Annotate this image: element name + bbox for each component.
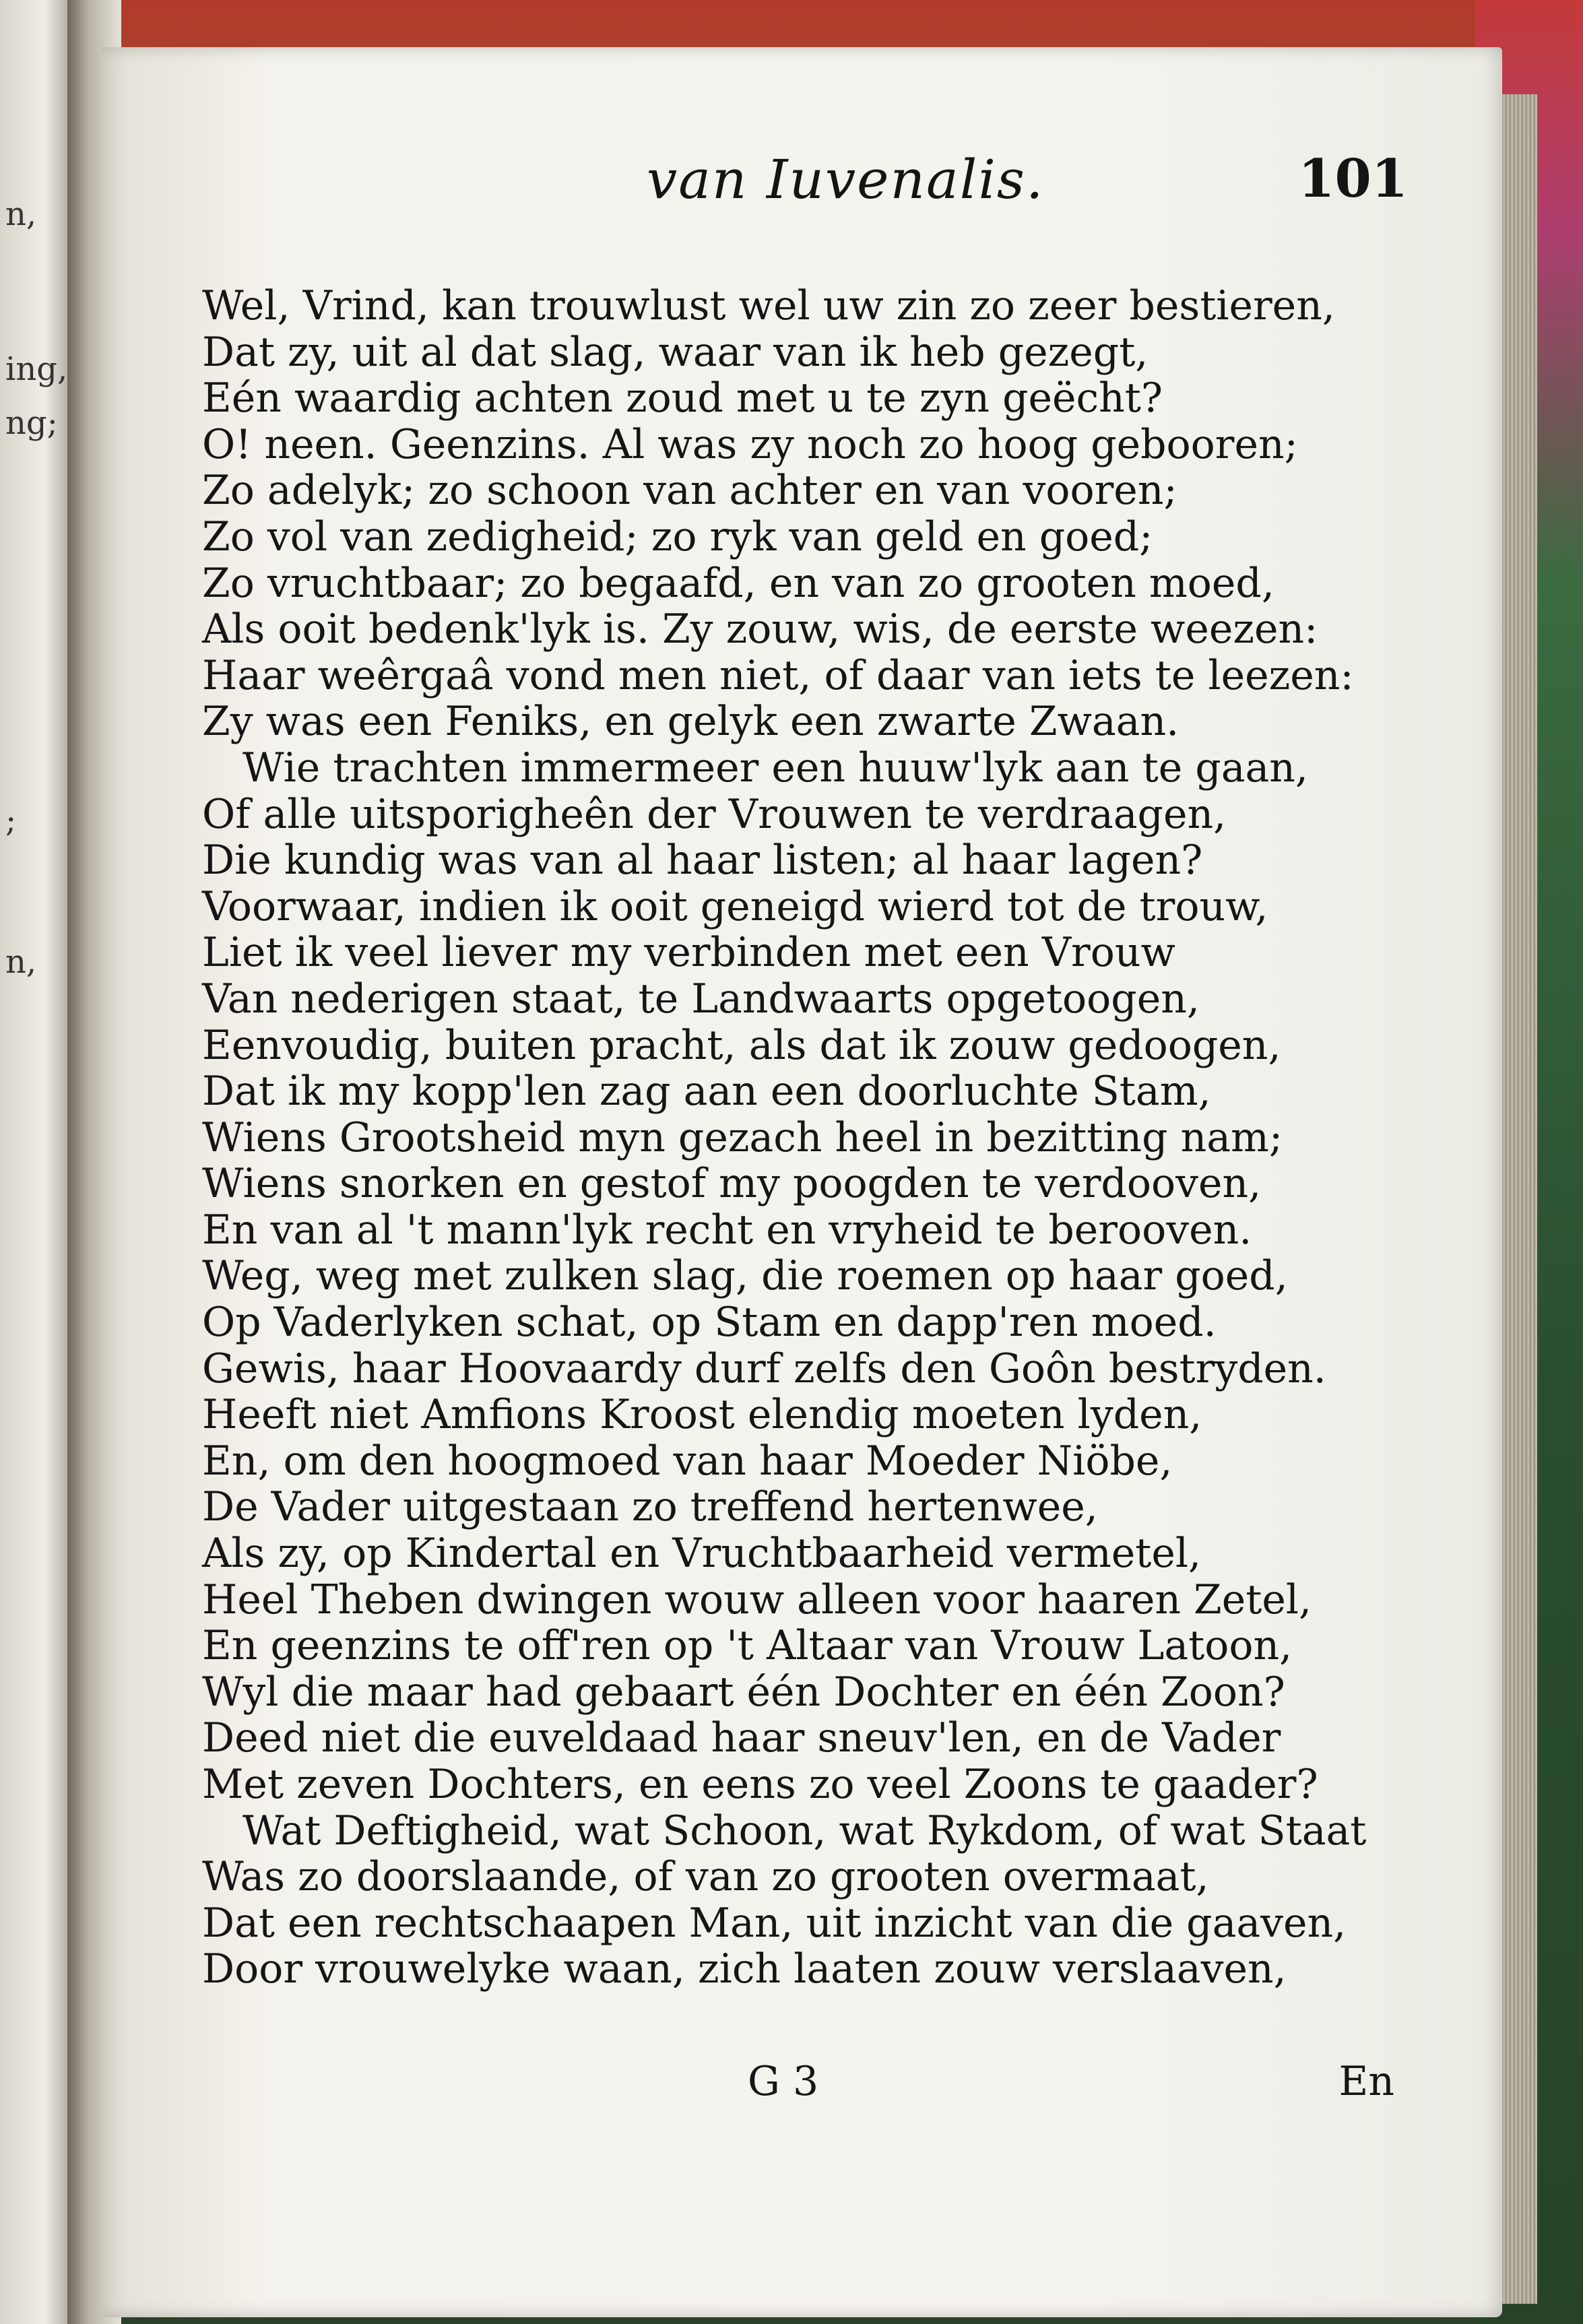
poem-line: O! neen. Geenzins. Al was zy noch zo hoog gebooren;	[202, 420, 1298, 468]
poem-line: Wie trachten immermeer een huuw'lyk aan te gaan,	[243, 744, 1309, 792]
left-page-fragment: ing,	[5, 350, 68, 388]
signature-mark: G 3	[748, 2058, 819, 2105]
poem-line: Eén waardig achten zoud met u te zyn geëcht?	[202, 375, 1163, 422]
left-page-fragment: ;	[5, 802, 17, 839]
poem-line: En, om den hoogmoed van haar Moeder Niöbe,	[202, 1437, 1173, 1485]
left-page-fragment: n,	[5, 943, 37, 981]
poem-line: Zy was een Feniks, en gelyk een zwarte Zwaan.	[202, 698, 1180, 746]
poem-line: Wyl die maar had gebaart één Dochter en één Zoon?	[202, 1668, 1285, 1716]
page-number: 101	[1298, 148, 1408, 209]
left-page-fragment: ng;	[5, 404, 58, 442]
poem-line: Als ooit bedenk'lyk is. Zy zouw, wis, de eerste weezen:	[202, 606, 1318, 653]
poem-line: Wat Deftigheid, wat Schoon, wat Rykdom, of wat Staat	[243, 1807, 1367, 1854]
poem-line: Die kundig was van al haar listen; al haar lagen?	[202, 837, 1203, 884]
left-page-fragment: n,	[5, 195, 37, 233]
poem-line: Dat zy, uit al dat slag, waar van ik heb gezegt,	[202, 328, 1149, 376]
poem-line: Zo vol van zedigheid; zo ryk van geld en goed;	[202, 513, 1153, 560]
poem-line: Voorwaar, indien ik ooit geneigd wierd tot de trouw,	[202, 882, 1268, 930]
poem-line: Wiens Grootsheid myn gezach heel in bezitting nam;	[202, 1113, 1283, 1161]
left-page	[0, 0, 74, 2324]
poem-line: Met zeven Dochters, en eens zo veel Zoons te gaader?	[202, 1761, 1318, 1808]
right-page	[101, 47, 1502, 2317]
poem-line: Liet ik veel liever my verbinden met een Vrouw	[202, 929, 1175, 977]
poem-line: Of alle uitsporigheên der Vrouwen te verdraagen,	[202, 790, 1227, 838]
poem-line: En van al 't mann'lyk recht en vryheid te berooven.	[202, 1206, 1252, 1254]
poem-line: Dat een rechtschaapen Man, uit inzicht van die gaaven,	[202, 1899, 1347, 1947]
poem-line: De Vader uitgestaan zo treffend hertenwee,	[202, 1483, 1098, 1531]
running-head	[222, 148, 1408, 222]
poem-line: Haar weêrgaâ vond men niet, of daar van iets te leezen:	[202, 651, 1354, 699]
poem-line: Op Vaderlyken schat, op Stam en dapp'ren moed.	[202, 1299, 1217, 1347]
poem-line: Eenvoudig, buiten pracht, als dat ik zouw gedoogen,	[202, 1021, 1281, 1069]
poem-line: Als zy, op Kindertal en Vruchtbaarheid vermetel,	[202, 1530, 1202, 1578]
poem-line: Zo vruchtbaar; zo begaafd, en van zo grooten moed,	[202, 559, 1274, 607]
poem-line: Wel, Vrind, kan trouwlust wel uw zin zo zeer bestieren,	[202, 282, 1335, 329]
poem-line: Heeft niet Amfions Kroost elendig moeten lyden,	[202, 1391, 1202, 1439]
poem-line: Wiens snorken en gestof my poogden te verdooven,	[202, 1160, 1262, 1208]
poem-line: Door vrouwelyke waan, zich laaten zouw verslaaven,	[202, 1945, 1287, 1993]
poem-line: Deed niet die euveldaad haar sneuv'len, en de Vader	[202, 1714, 1281, 1762]
poem-line: Heel Theben dwingen wouw alleen voor haaren Zetel,	[202, 1576, 1312, 1623]
poem-line: Was zo doorslaande, of van zo grooten overmaat,	[202, 1853, 1209, 1901]
poem-line: Dat ik my kopp'len zag aan een doorluchte Stam,	[202, 1068, 1211, 1116]
running-title: van Iuvenalis.	[647, 148, 1045, 211]
catchword: En	[1338, 2058, 1394, 2105]
page-footer	[209, 2058, 1394, 2119]
poem-text	[202, 283, 1415, 1993]
poem-line: Gewis, haar Hoovaardy durf zelfs den Goôn bestryden.	[202, 1345, 1326, 1392]
poem-line: En geenzins te off'ren op 't Altaar van Vrouw Latoon,	[202, 1622, 1293, 1670]
poem-line: Weg, weg met zulken slag, die roemen op haar goed,	[202, 1252, 1288, 1300]
poem-line: Van nederigen staat, te Landwaarts opgetoogen,	[202, 975, 1200, 1023]
poem-line: Zo adelyk; zo schoon van achter en van vooren;	[202, 467, 1177, 515]
